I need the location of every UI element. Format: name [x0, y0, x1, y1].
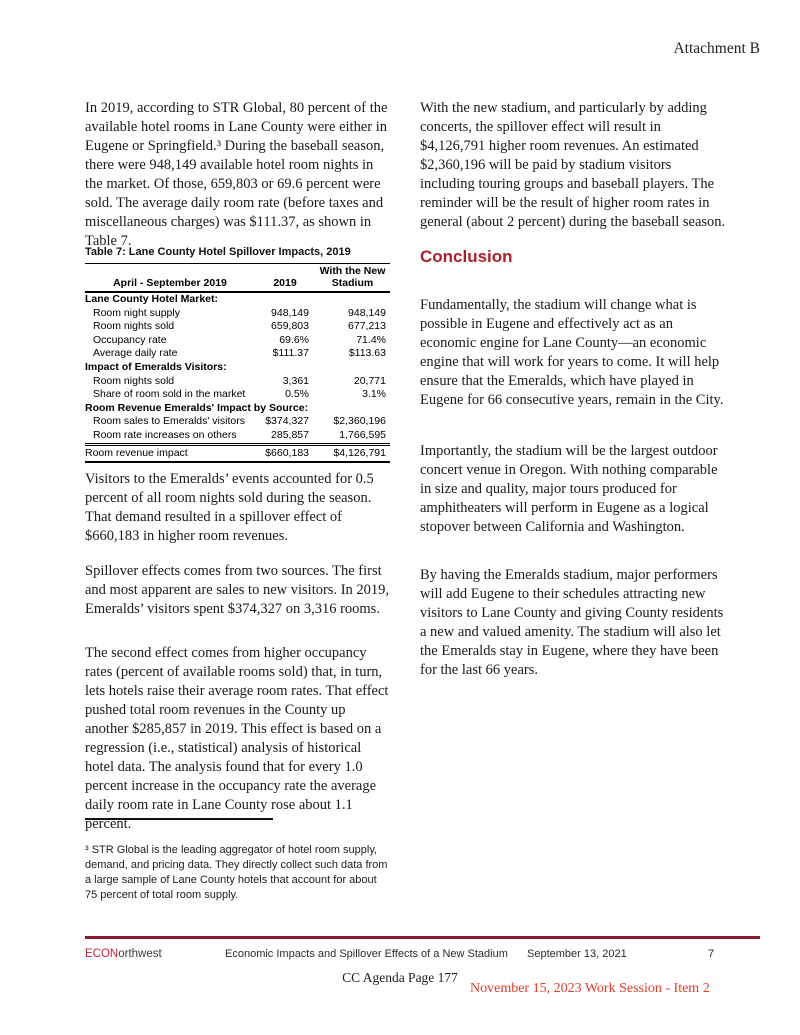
table-row	[85, 307, 390, 321]
table-cell-new-stadium: $113.63	[348, 347, 386, 360]
work-session-label: November 15, 2023 Work Session - Item 2	[470, 981, 710, 996]
table-row	[85, 361, 390, 375]
attachment-label: Attachment B	[673, 40, 760, 57]
footer-doc-title: Economic Impacts and Spillover Effects of a New Stadium	[225, 948, 508, 960]
table-cell-new-stadium: 948,149	[348, 306, 386, 319]
logo-text-dark: orthwest	[118, 948, 162, 960]
table-cell-label: Room night supply	[93, 306, 180, 319]
table-cell-new-stadium: 71.4%	[356, 333, 386, 346]
table-cell-label: Room nights sold	[93, 320, 175, 333]
left-paragraph-1: In 2019, according to STR Global, 80 percent of the available hotel rooms in Lane County were either in Eugene or Springfield.³ During the baseball season, there were 948,149 available hotel room nights in the market. Of those, 659,803 or 69.6 percent were sold. The average daily room rate (before taxes and miscellaneous charges) was $111.37, as shown in Table 7.	[85, 99, 388, 249]
table-header-new-stadium: With the New Stadium	[315, 264, 390, 293]
table-cell-2019: 659,803	[271, 320, 309, 333]
table-row	[85, 320, 390, 334]
spillover-table	[85, 263, 390, 463]
table-cell-label: Room revenue impact	[85, 444, 255, 462]
table-row	[85, 292, 390, 307]
table-title: Table 7: Lane County Hotel Spillover Impacts, 2019	[85, 246, 351, 258]
agenda-page-label: CC Agenda Page 177	[342, 970, 458, 985]
table-row	[85, 347, 390, 361]
table-row	[85, 444, 390, 462]
table-header-2019: 2019	[255, 264, 315, 293]
table-row	[85, 402, 390, 416]
table-section-label: Impact of Emeralds Visitors:	[85, 360, 227, 373]
footer-date: September 13, 2021	[527, 948, 627, 960]
table-header-row	[85, 264, 390, 293]
table-cell-2019: 285,857	[271, 428, 309, 441]
left-paragraph-3: Spillover effects comes from two sources. The first and most apparent are sales to new visitors. In 2019, Emeralds’ visitors spent $374,327 on 3,316 rooms.	[85, 562, 390, 617]
table-cell-new-stadium: 677,213	[348, 320, 386, 333]
left-paragraph-2: Visitors to the Emeralds’ events accounted for 0.5 percent of all room nights sold during the season. That demand resulted in a spillover effect of $660,183 in higher room revenues.	[85, 470, 374, 544]
table-row	[85, 334, 390, 348]
footnote-text: ³ STR Global is the leading aggregator of hotel room supply, demand, and pricing data. They directly collect such data from a large sample of Lane County hotels that account for about 75 percent of total room supply.	[85, 844, 388, 901]
table-cell-2019: 3,361	[282, 374, 309, 387]
table-cell-2019: $374,327	[265, 415, 309, 428]
table-cell-new-stadium: $4,126,791	[315, 444, 390, 462]
table-cell-label: Room rate increases on others	[93, 428, 237, 441]
footer-page-number: 7	[708, 948, 715, 960]
table-header-period: April - September 2019	[85, 264, 255, 293]
right-paragraph-4: By having the Emeralds stadium, major performers will add Eugene to their schedules attracting new visitors to Lane County and giving County residents a new and valued amenity. The stadium will also let the Emeralds stay in Eugene, where they have been for the last 66 years.	[420, 566, 724, 678]
right-paragraph-3: Importantly, the stadium will be the largest outdoor concert venue in Oregon. With nothing comparable in size and quality, major tours produced for amphitheaters will perform in Eugene as a logical stopover between California and Washington.	[420, 442, 718, 535]
table-section-label: Lane County Hotel Market:	[85, 293, 219, 305]
table-row	[85, 415, 390, 429]
table-row	[85, 429, 390, 444]
table-row	[85, 388, 390, 402]
table-cell-2019: $660,183	[255, 444, 315, 462]
table-cell-new-stadium: 3.1%	[362, 388, 386, 401]
footnote-separator	[85, 818, 273, 820]
table-cell-new-stadium: 1,766,595	[339, 428, 386, 441]
right-paragraph-1: With the new stadium, and particularly by adding concerts, the spillover effect will result in $4,126,791 higher room revenues. An estimated $2,360,196 will be paid by stadium visitors including touring groups and baseball players. The reminder will be the result of higher room rates in general (about 2 percent) during the baseball season.	[420, 99, 726, 230]
table-cell-2019: $111.37	[272, 347, 309, 360]
table-cell-2019: 0.5%	[285, 388, 309, 401]
table-cell-new-stadium: 20,771	[353, 374, 386, 387]
right-paragraph-2: Fundamentally, the stadium will change what is possible in Eugene and effectively act as an economic engine for Lane County—an economic engine that will work for years to come. It will help ensure that the Emeralds, which have played in Eugene for 66 consecutive years, remain in the City.	[420, 296, 724, 408]
left-paragraph-4: The second effect comes from higher occupancy rates (percent of available rooms sold) that, in turn, lets hotels raise their average room rates. That effect pushed total room revenues in the County up another $285,857 in 2019. This effect is based on a regression (i.e., statistical) analysis of historical hotel data. The analysis found that for every 1.0 percent increase in the occupancy rate the average daily room rate in Lane County rose about 1.1 percent.	[85, 644, 389, 832]
table-cell-label: Average daily rate	[93, 347, 178, 360]
table-cell-2019: 69.6%	[279, 333, 309, 346]
footer-logo	[85, 948, 162, 960]
footer-rule	[85, 936, 760, 939]
logo-text-red: ECON	[85, 948, 119, 960]
table-cell-2019: 948,149	[271, 306, 309, 319]
table-cell-label: Room sales to Emeralds' visitors	[93, 415, 245, 428]
table-cell-new-stadium: $2,360,196	[333, 415, 386, 428]
table-section-label: Room Revenue Emeralds' Impact by Source:	[85, 401, 309, 414]
table-row	[85, 375, 390, 389]
table-cell-label: Room nights sold	[93, 374, 175, 387]
conclusion-heading: Conclusion	[420, 247, 513, 266]
table-cell-label: Occupancy rate	[93, 333, 167, 346]
table-cell-label: Share of room sold in the market	[93, 388, 246, 401]
spillover-table-body	[85, 292, 390, 462]
